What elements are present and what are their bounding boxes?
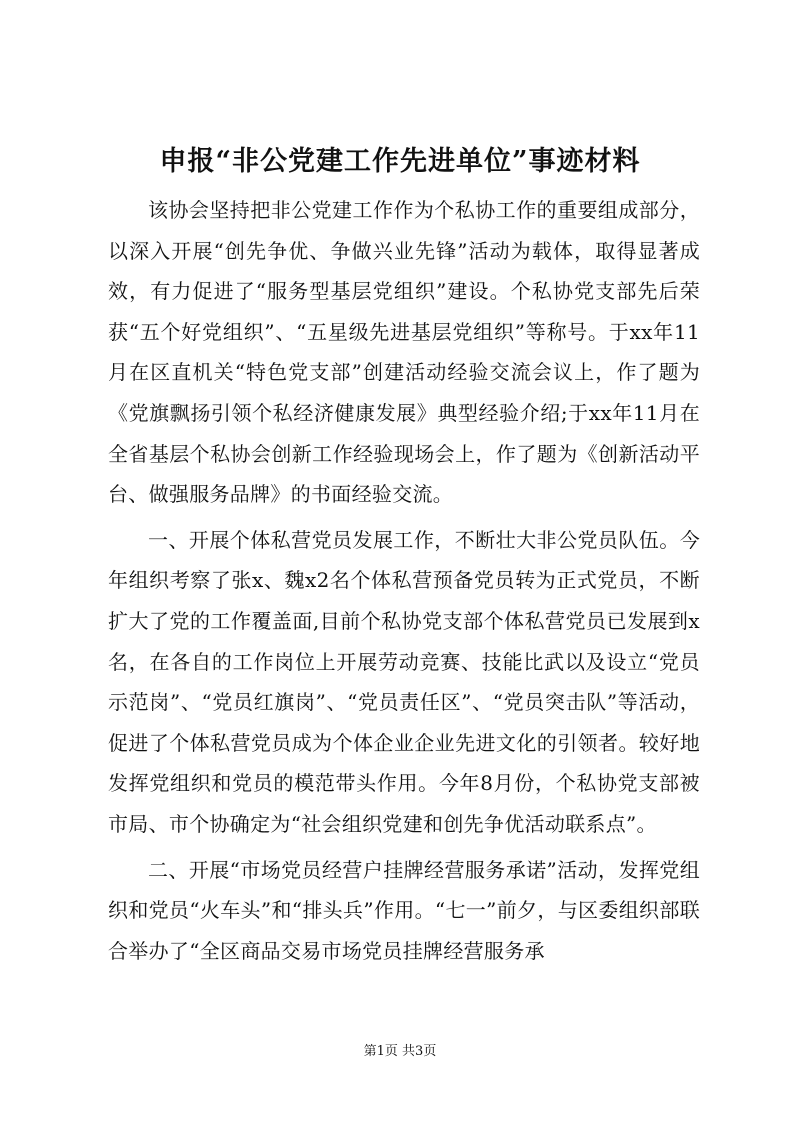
paragraph-section-2: 二、开展“市场党员经营户挂牌经营服务承诺”活动，发挥党组织和党员“火车头”和“排头兵”作用。“七一”前夕，与区委组织部联合举办了“全区商品交易市场党员挂牌经营服务承	[108, 857, 700, 963]
paragraph-intro: 该协会坚持把非公党建工作作为个私协工作的重要组成部分，以深入开展“创先争优、争做兴业先锋”活动为载体，取得显著成效，有力促进了“服务型基层党组织”建设。个私协党支部先后荣获“五个好党组织”、“五星级先进基层党组织”等称号。于xx年11月在区直机关“特色党支部”创建活动经验交流会议上，作了题为《党旗飘扬引领个私经济健康发展》典型经验介绍;于xx年11月在全省基层个私协会创新工作经验现场会上，作了题为《创新活动平台、做强服务品牌》的书面经验交流。	[108, 198, 700, 507]
paragraph-section-1: 一、开展个体私营党员发展工作，不断壮大非公党员队伍。今年组织考察了张x、魏x2名个体私营预备党员转为正式党员，不断扩大了党的工作覆盖面,目前个私协党支部个体私营党员已发展到x名，在各自的工作岗位上开展劳动竞赛、技能比武以及设立“党员示范岗”、“党员红旗岗”、“党员责任区”、“党员突击队”等活动，促进了个体私营党员成为个体企业企业先进文化的引领者。较好地发挥党组织和党员的模范带头作用。今年8月份，个私协党支部被市局、市个协确定为“社会组织党建和创先争优活动联系点”。	[108, 527, 700, 836]
page-number-footer: 第1页 共3页	[363, 1044, 437, 1059]
document-title: 申报“非公党建工作先进单位”事迹材料	[159, 146, 641, 177]
document-body	[108, 190, 700, 971]
